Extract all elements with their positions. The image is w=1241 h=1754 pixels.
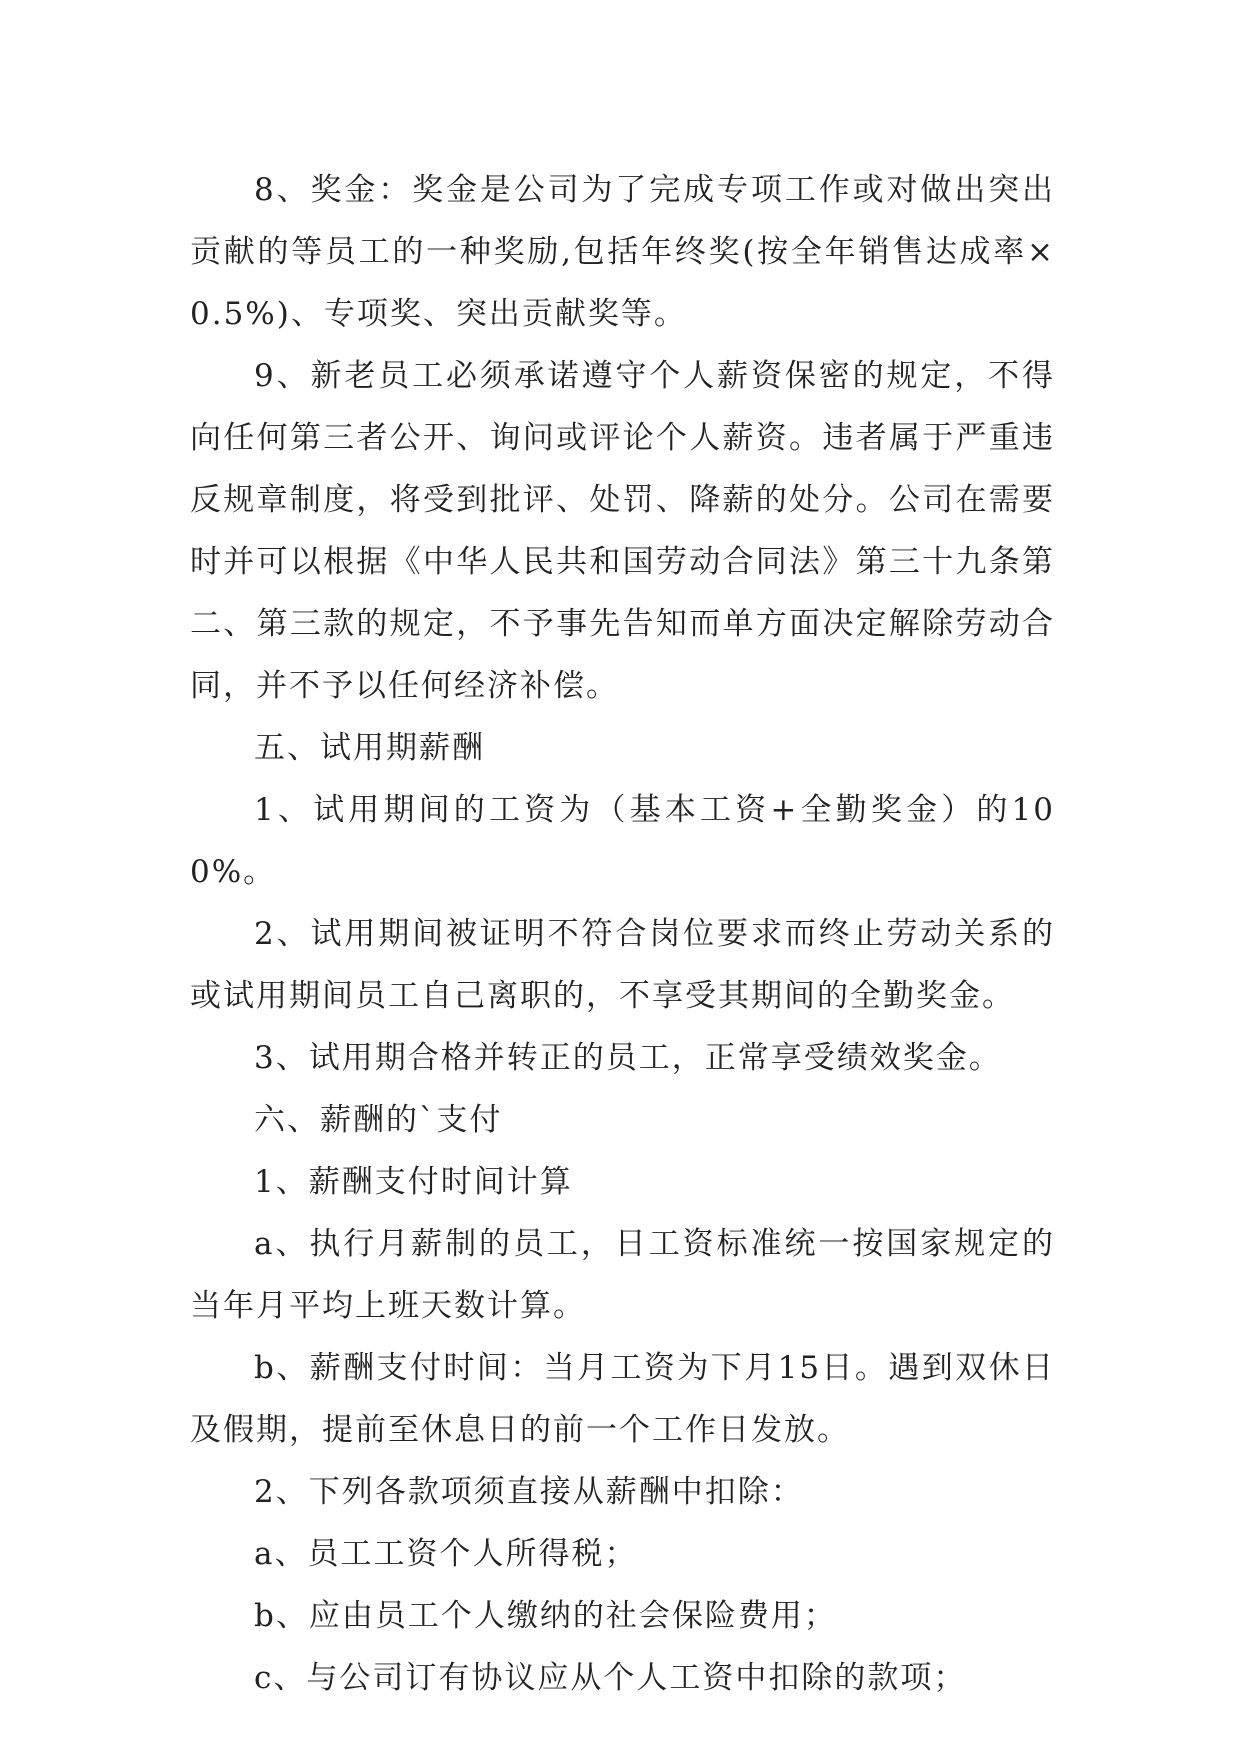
paragraph-payment-date: b、薪酬支付时间：当月工资为下月15日。遇到双休日及假期，提前至休息日的前一个工作日发放。 bbox=[190, 1350, 1055, 1448]
paragraph-deduction-agreement: c、与公司订有协议应从个人工资中扣除的款项； bbox=[254, 1660, 967, 1696]
paragraph-probation-pass: 3、试用期合格并转正的员工，正常享受绩效奖金。 bbox=[254, 1040, 1002, 1076]
paragraph-daily-wage: a、执行月薪制的员工，日工资标准统一按国家规定的当年月平均上班天数计算。 bbox=[190, 1226, 1055, 1324]
paragraph-probation-wage: 1、试用期间的工资为（基本工资+全勤奖金）的100%。 bbox=[190, 792, 1055, 890]
document-body bbox=[190, 159, 1055, 1709]
paragraph-bonus: 8、奖金：奖金是公司为了完成专项工作或对做出突出贡献的等员工的一种奖励,包括年终奖(按全年销售达成率×0.5%)、专项奖、突出贡献奖等。 bbox=[190, 172, 1055, 332]
paragraph-probation-termination: 2、试用期间被证明不符合岗位要求而终止劳动关系的或试用期间员工自己离职的，不享受其期间的全勤奖金。 bbox=[190, 916, 1055, 1014]
section-heading-probation-pay: 五、试用期薪酬 bbox=[254, 730, 485, 766]
section-heading-salary-payment: 六、薪酬的`支付 bbox=[254, 1102, 503, 1138]
paragraph-deductions-heading: 2、下列各款项须直接从薪酬中扣除： bbox=[254, 1474, 804, 1510]
paragraph-deduction-tax: a、员工工资个人所得税； bbox=[254, 1536, 638, 1572]
paragraph-payment-time-heading: 1、薪酬支付时间计算 bbox=[254, 1164, 573, 1200]
paragraph-salary-confidentiality: 9、新老员工必须承诺遵守个人薪资保密的规定，不得向任何第三者公开、询问或评论个人薪资。违者属于严重违反规章制度，将受到批评、处罚、降薪的处分。公司在需要时并可以根据《中华人民共和国劳动合同法》第三十九条第二、第三款的规定，不予事先告知而单方面决定解除劳动合同，并不予以任何经济补偿。 bbox=[190, 358, 1055, 704]
paragraph-deduction-social-insurance: b、应由员工个人缴纳的社会保险费用； bbox=[254, 1598, 837, 1634]
